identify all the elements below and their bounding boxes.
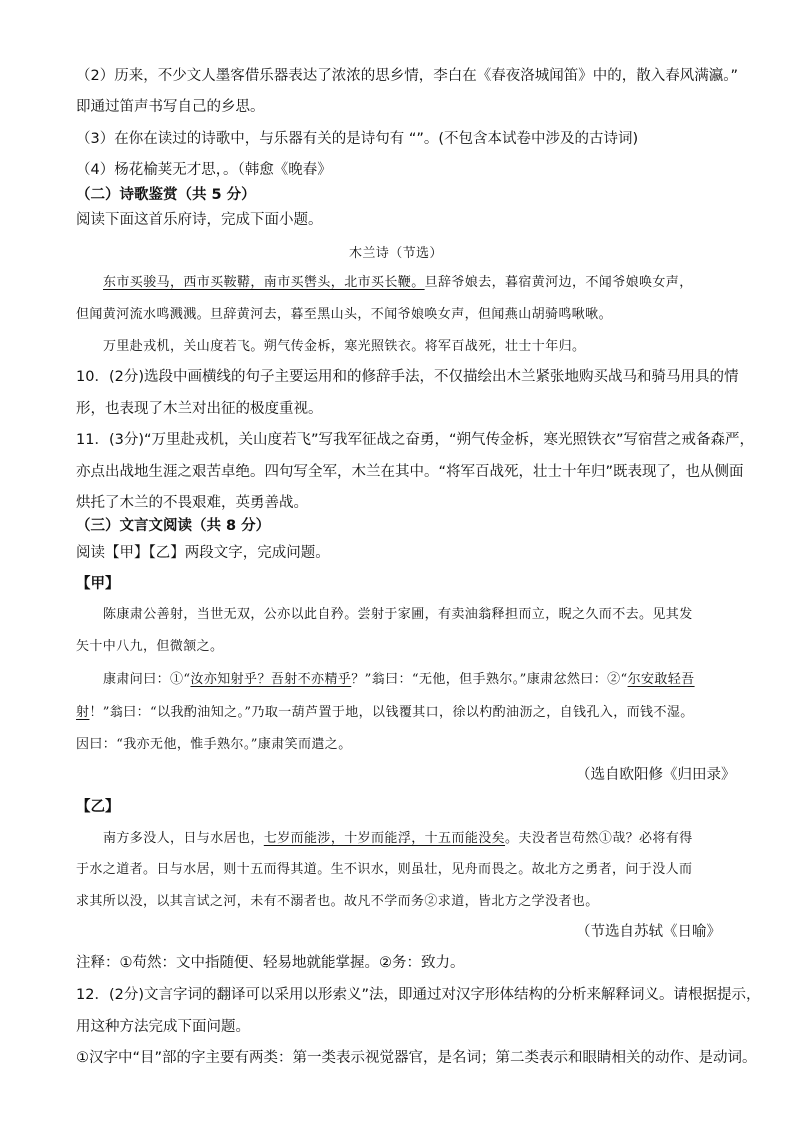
poem-title: 木兰诗（节选） bbox=[349, 246, 443, 261]
q10-line-2: 形，也表现了木兰对出征的极度重视。 bbox=[76, 401, 323, 417]
q10-line-1: 10．(2分)选段中画横线的句子主要运用和的修辞手法，不仅描绘出木兰紧张地购买战马和骑马用具的情 bbox=[76, 369, 739, 385]
poem-underlined-sentence: 东市买骏马，西市买鞍鞯，南市买辔头，北市买长鞭。 bbox=[103, 275, 425, 290]
q11-line-1: 11．(3分)“万里赴戎机，关山度若飞”写我军征战之奋勇，“朔气传金柝，寒光照铁衣”写宿营之戒备森严， bbox=[76, 432, 755, 448]
q2-line: （2）历来，不少文人墨客借乐器表达了浓浓的思乡情，李白在《春夜洛城闻笛》中的，散入春风满瀛。” bbox=[76, 68, 738, 84]
yi-line-1: 南方多没人，日与水居也，七岁而能涉，十岁而能浮，十五而能没矣。夫没者岂苟然①哉？必将有得 bbox=[103, 831, 693, 846]
jia-line-1: 陈康肃公善射，当世无双，公亦以此自矜。尝射于家圃，有卖油翁释担而立，睨之久而不去。见其发 bbox=[103, 607, 693, 622]
reading-instruction-1: 阅读下面这首乐府诗，完成下面小题。 bbox=[76, 212, 323, 228]
q4-line: （4）杨花榆荚无才思，。（韩愈《晚春》 bbox=[76, 162, 332, 178]
jia-line-3: 康肃问曰：①“汝亦知射乎？吾射不亦精乎？”翁曰：“无他，但手熟尔。”康肃忿然曰：②“尔安敢轻吾 bbox=[103, 672, 695, 687]
reading-instruction-2: 阅读【甲】【乙】两段文字，完成问题。 bbox=[76, 545, 330, 561]
yi-underlined: 七岁而能涉，十岁而能浮，十五而能没矣 bbox=[263, 831, 506, 846]
q12-line-3: ①汉字中“目”部的字主要有两类：第一类表示视觉器官，是名词；第二类表示和眼睛相关的动作、是动词。 bbox=[76, 1050, 757, 1066]
yi-line-3: 求其所以没，以其言试之河，未有不溺者也。故凡不学而务②求道，皆北方之学没者也。 bbox=[76, 894, 599, 909]
q2-line-cont: 即通过笛声书写自己的乡思。 bbox=[76, 99, 265, 115]
section-3-heading: （三）文言文阅读（共 8 分） bbox=[76, 518, 271, 534]
annotation-note: 注释：①苟然：文中指随便、轻易地就能掌握。②务：致力。 bbox=[76, 955, 465, 971]
q11-line-3: 烘托了木兰的不畏艰难，英勇善战。 bbox=[76, 495, 308, 511]
q12-line-2: 用这种方法完成下面问题。 bbox=[76, 1019, 250, 1035]
q11-line-2: 亦点出战地生涯之艰苦卓绝。四句写全军，木兰在其中。“将军百战死，壮士十年归”既表现了，也从侧面 bbox=[76, 464, 744, 480]
jia-line-5: 因曰：“我亦无他，惟手熟尔。”康肃笑而遣之。 bbox=[76, 737, 352, 752]
jia-underlined-1: 汝亦知射乎？吾射不亦精乎 bbox=[190, 672, 352, 687]
section-2-heading: （二）诗歌鉴赏（共 5 分） bbox=[76, 187, 256, 203]
jia-line-4: 射！”翁曰：“以我酌油知之。”乃取一葫芦置于地，以钱覆其口，徐以杓酌油沥之，自钱孔入，而钱不湿。 bbox=[76, 705, 694, 720]
passage-jia-label: 【甲】 bbox=[76, 576, 120, 592]
poem-line-1: 东市买骏马，西市买鞍鞯，南市买辔头，北市买长鞭。旦辞爷娘去，暮宿黄河边，不闻爷娘唤女声， bbox=[103, 275, 693, 290]
source-2: （节选自苏轼《日喻》 bbox=[576, 924, 721, 940]
poem-line-2: 但闻黄河流水鸣溅溅。旦辞黄河去，暮至黑山头，不闻爷娘唤女声，但闻燕山胡骑鸣啾啾。 bbox=[76, 307, 613, 322]
yi-line-2: 于水之道者。日与水居，则十五而得其道。生不识水，则虽壮，见舟而畏之。故北方之勇者，问于没人而 bbox=[76, 862, 693, 877]
jia-underlined-2: 尔安敢轻吾 bbox=[627, 672, 695, 687]
poem-line-3: 万里赴戎机，关山度若飞。朔气传金柝，寒光照铁衣。将军百战死，壮士十年归。 bbox=[103, 339, 586, 354]
jia-line-2: 矢十中八九，但微颔之。 bbox=[76, 639, 224, 654]
source-1: （选自欧阳修《归田录》 bbox=[576, 767, 736, 783]
q3-line: （3）在你在读过的诗歌中，与乐器有关的是诗句有 “”。(不包含本试卷中涉及的古诗词) bbox=[76, 131, 639, 147]
q12-line-1: 12．(2分)文言字词的翻译可以采用以形索义”法，即通过对汉字形体结构的分析来解释词义。请根据提示， bbox=[76, 987, 761, 1003]
passage-yi-label: 【乙】 bbox=[76, 799, 120, 815]
